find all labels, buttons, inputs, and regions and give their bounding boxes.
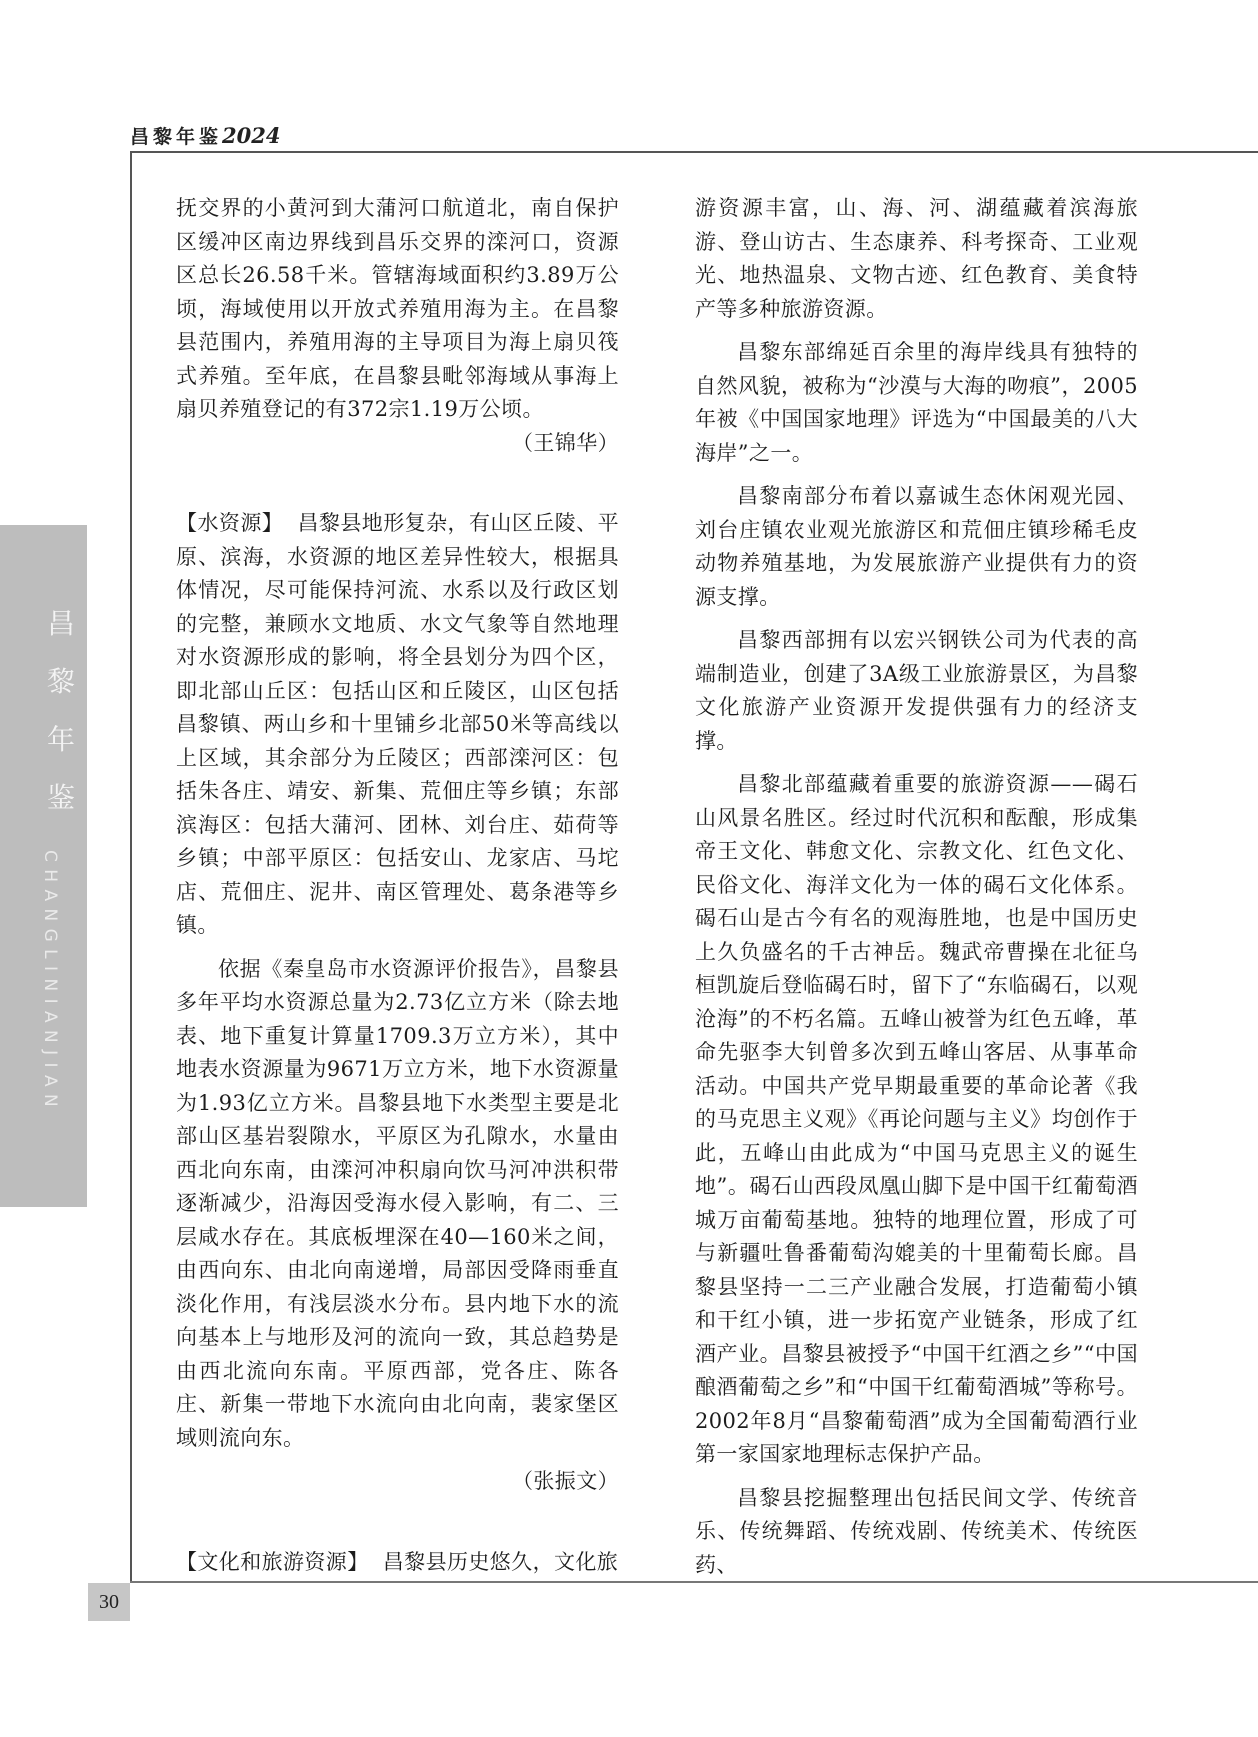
- side-pinyin: CHANGLINIANJIAN: [40, 850, 60, 1115]
- paragraph: 昌黎东部绵延百余里的海岸线具有独特的自然风貌，被称为“沙漠与大海的吻痕”，2005年被《中国国家地理》评选为“中国最美的八大海岸”之一。: [695, 340, 1138, 465]
- paragraph: 昌黎县挖掘整理出包括民间文学、传统音乐、传统舞蹈、传统戏剧、传统美术、传统医药、: [695, 1485, 1138, 1577]
- margin-rule: [130, 151, 132, 1581]
- author-credit: （张振文）: [512, 1469, 619, 1493]
- side-char: 昌: [46, 607, 75, 640]
- side-char: 年: [46, 723, 75, 756]
- paragraph: [176, 507, 619, 943]
- paragraph: 昌黎南部分布着以嘉诚生态休闲观光园、刘台庄镇农业观光旅游区和荒佃庄镇珍稀毛皮动物养殖基地，为发展旅游产业提供有力的资源支撑。: [695, 484, 1138, 609]
- paragraph: 昌黎北部蕴藏着重要的旅游资源——碣石山风景名胜区。经过时代沉积和酝酿，形成集帝王文化、韩愈文化、宗教文化、红色文化、民俗文化、海洋文化为一体的碣石文化体系。碣石山是古今有名的观海胜地，也是中国历史上久负盛名的千古神岳。魏武帝曹操在北征乌桓凯旋后登临碣石时，留下了“东临碣石，以观沧海”的不朽名篇。五峰山被誉为红色五峰，革命先驱李大钊曾多次到五峰山客居、从事革命活动。中国共产党早期最重要的革命论著《我的马克思主义观》《再论问题与主义》均创作于此，五峰山由此成为“中国马克思主义的诞生地”。碣石山西段凤凰山脚下是中国干红葡萄酒城万亩葡萄基地。独特的地理位置，形成了可与新疆吐鲁番葡萄沟媲美的十里葡萄长廊。昌黎县坚持一二三产业融合发展，打造葡萄小镇和干红小镇，进一步拓宽产业链条，形成了红酒产业。昌黎县被授予“中国干红酒之乡”“中国酿酒葡萄之乡”和“中国干红葡萄酒城”等称号。2002年8月“昌黎葡萄酒”成为全国葡萄酒行业第一家国家地理标志保护产品。: [695, 772, 1138, 1466]
- paragraph-text: 昌黎县地形复杂，有山区丘陵、平原、滨海，水资源的地区差异性较大，根据具体情况，尽可能保持河流、水系以及行政区划的完整，兼顾水文地质、水文气象等自然地理对水资源形成的影响，将全县划分为四个区，即北部山丘区：包括山区和丘陵区，山区包括昌黎镇、两山乡和十里铺乡北部50米等高线以上区域，其余部分为丘陵区；西部滦河区：包括朱各庄、靖安、新集、荒佃庄等乡镇；东部滨海区：包括大蒲河、团林、刘台庄、茹荷等乡镇；中部平原区：包括安山、龙家店、马坨店、荒佃庄、泥井、南区管理处、葛条港等乡镇。: [176, 511, 619, 937]
- paragraph-text: 昌黎县历史悠久，文化旅: [382, 1549, 619, 1574]
- left-column: [176, 192, 619, 1579]
- section-heading: 【水资源】: [176, 511, 284, 535]
- header-year: 2024: [222, 123, 281, 148]
- top-rule: [130, 151, 1258, 153]
- paragraph: 昌黎西部拥有以宏兴钢铁公司为代表的高端制造业，创建了3A级工业旅游景区，为昌黎文化旅游产业资源开发提供强有力的经济支撑。: [695, 628, 1138, 753]
- spacer: [695, 614, 1138, 624]
- spacer: [695, 758, 1138, 768]
- spacer: [695, 470, 1138, 480]
- side-char: 鉴: [46, 781, 75, 814]
- spacer: [695, 326, 1138, 336]
- spacer: [176, 943, 619, 953]
- side-title: [46, 595, 76, 827]
- paragraph: 抚交界的小黄河到大蒲河口航道北，南自保护区缓冲区南边界线到昌乐交界的滦河口，资源区总长26.58千米。管辖海域面积约3.89万公顷，海域使用以开放式养殖用海为主。在昌黎县范围内，养殖用海的主导项目为海上扇贝筏式养殖。至年底，在昌黎县毗邻海域从事海上扇贝养殖登记的有372宗1.19万公顷。: [176, 196, 619, 421]
- right-column: [695, 192, 1138, 1582]
- spacer: [176, 1455, 619, 1465]
- spacer: [695, 1472, 1138, 1482]
- section-heading: 【文化和旅游资源】: [176, 1549, 369, 1574]
- spacer: [176, 1499, 619, 1546]
- paragraph: 依据《秦皇岛市水资源评价报告》，昌黎县多年平均水资源总量为2.73亿立方米（除去地表、地下重复计算量1709.3万立方米），其中地表水资源量为9671万立方米，地下水资源量为1.93亿立方米。昌黎县地下水类型主要是北部山区基岩裂隙水，平原区为孔隙水，水量由西北向东南，由滦河冲积扇向饮马河冲洪积带逐渐减少，沿海因受海水侵入影响，有二、三层咸水存在。其底板埋深在40—160米之间，由西向东、由北向南递增，局部因受降雨垂直淡化作用，有浅层淡水分布。县内地下水的流向基本上与地形及河的流向一致，其总趋势是由西北流向东南。平原西部，党各庄、陈各庄、新集一带地下水流向由北向南，裴家堡区域则流向东。: [176, 956, 619, 1450]
- side-char: 黎: [46, 665, 75, 698]
- page-number: 30: [88, 1583, 130, 1621]
- header-title: 昌黎年鉴: [130, 126, 223, 148]
- running-header: [130, 122, 280, 149]
- author-credit: （王锦华）: [512, 430, 619, 455]
- spacer: [176, 460, 619, 507]
- paragraph: [176, 1546, 619, 1580]
- paragraph: 游资源丰富，山、海、河、湖蕴藏着滨海旅游、登山访古、生态康养、科考探奇、工业观光、地热温泉、文物古迹、红色教育、美食特产等多种旅游资源。: [695, 196, 1138, 321]
